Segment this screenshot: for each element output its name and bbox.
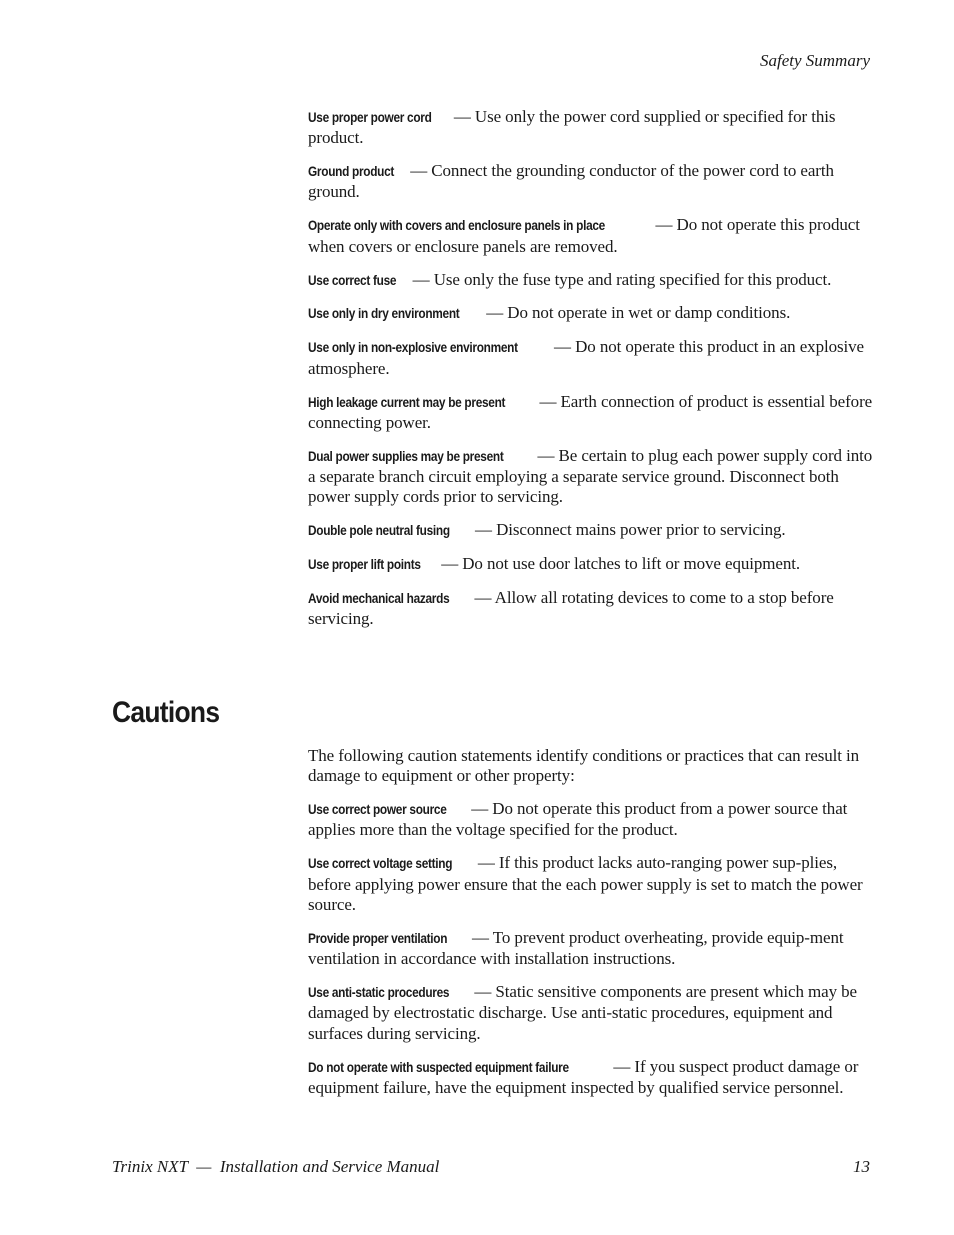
warning-text: Use only the power cord supplied or specified for this product. [308, 107, 836, 148]
separator: — [533, 445, 559, 465]
warning-text: Do not use door latches to lift or move equipment. [462, 554, 801, 574]
separator: — [470, 982, 496, 1002]
caution-term: Use correct voltage setting [308, 856, 453, 872]
warning-term: Operate only with covers and enclosure panels in place [308, 218, 605, 234]
caution-text: Static sensitive components are present which may be damaged by electrostatic discharge. Use anti-static procedures, equipment and surfaces during servicing. [308, 982, 858, 1043]
separator: — [473, 853, 499, 873]
running-header: Safety Summary [759, 51, 870, 70]
warning-term: Use only in non-explosive environment [308, 340, 518, 356]
warning-item [308, 107, 874, 149]
separator: — [467, 927, 493, 947]
separator: — [467, 799, 493, 819]
caution-item [308, 853, 874, 915]
caution-term: Do not operate with suspected equipment failure [308, 1059, 569, 1075]
warning-item [308, 215, 874, 257]
warning-term: Avoid mechanical hazards [308, 590, 450, 606]
footer-page-number: 13 [853, 1157, 870, 1176]
warning-text: Use only the fuse type and rating specified for this product. [433, 269, 832, 289]
caution-term: Use anti-static procedures [308, 985, 450, 1001]
warning-term: Use only in dry environment [308, 306, 460, 322]
warning-term: High leakage current may be present [308, 394, 506, 410]
separator: — [470, 520, 497, 540]
cautions-list [308, 746, 874, 1111]
warning-text: Do not operate this product when covers or enclosure panels are removed. [308, 215, 860, 256]
separator: — [549, 337, 576, 357]
warning-text: Disconnect mains power prior to servicing. [496, 520, 786, 540]
caution-term: Provide proper ventilation [308, 930, 448, 946]
caution-item [308, 799, 874, 841]
warning-item [308, 303, 874, 324]
caution-term: Use correct power source [308, 802, 447, 818]
caution-item [308, 982, 874, 1044]
warning-text: Be certain to plug each power supply cord into a separate branch circuit employing a separate service ground. Disconnect both power supply cords prior to servicing. [308, 445, 873, 507]
warning-item [308, 161, 874, 203]
warning-term: Use correct fuse [308, 272, 397, 288]
section-title-cautions: Cautions [112, 696, 220, 729]
separator: — [437, 554, 463, 574]
warning-term: Use proper power cord [308, 110, 432, 125]
footer-manual-title: Trinix NXT — Installation and Service Manual [112, 1157, 440, 1176]
warning-text: Connect the grounding conductor of the power cord to earth ground. [308, 161, 834, 202]
caution-item [308, 928, 874, 970]
separator: — [449, 107, 475, 126]
warning-term: Use proper lift points [308, 557, 421, 573]
separator: — [609, 1056, 635, 1076]
separator: — [408, 269, 434, 289]
warning-item [308, 337, 874, 379]
warning-item [308, 392, 874, 434]
warning-item [308, 588, 874, 630]
warnings-list [308, 107, 874, 642]
warning-item [308, 520, 874, 541]
separator: — [651, 215, 677, 235]
warning-text: Do not operate in wet or damp conditions. [507, 303, 791, 323]
warning-term: Double pole neutral fusing [308, 523, 450, 539]
warning-item [308, 554, 874, 575]
warning-text: Allow all rotating devices to come to a stop before servicing. [308, 587, 834, 629]
warning-text: Do not operate this product in an explosive atmosphere. [308, 337, 864, 378]
warning-item [308, 446, 874, 508]
warning-term: Ground product [308, 164, 395, 180]
caution-text: If this product lacks auto-ranging power sup-plies, before applying power ensure that the each power supply is set to match the power source. [308, 853, 863, 914]
warning-item [308, 270, 874, 291]
cautions-intro: The following caution statements identify conditions or practices that can result in damage to equipment or other property: [308, 746, 860, 786]
caution-text: If you suspect product damage or equipment failure, have the equipment inspected by qualified service personnel. [308, 1056, 859, 1097]
separator: — [470, 587, 495, 607]
warning-text: Earth connection of product is essential before connecting power. [308, 391, 873, 432]
caution-item [308, 1057, 874, 1099]
separator: — [482, 303, 508, 323]
separator: — [535, 391, 561, 411]
separator: — [406, 161, 432, 181]
warning-term: Dual power supplies may be present [308, 448, 504, 464]
caution-text: Do not operate this product from a power source that applies more than the voltage specified for the product. [308, 799, 848, 840]
caution-text: To prevent product overheating, provide equip-ment ventilation in accordance with installation instructions. [308, 927, 844, 969]
